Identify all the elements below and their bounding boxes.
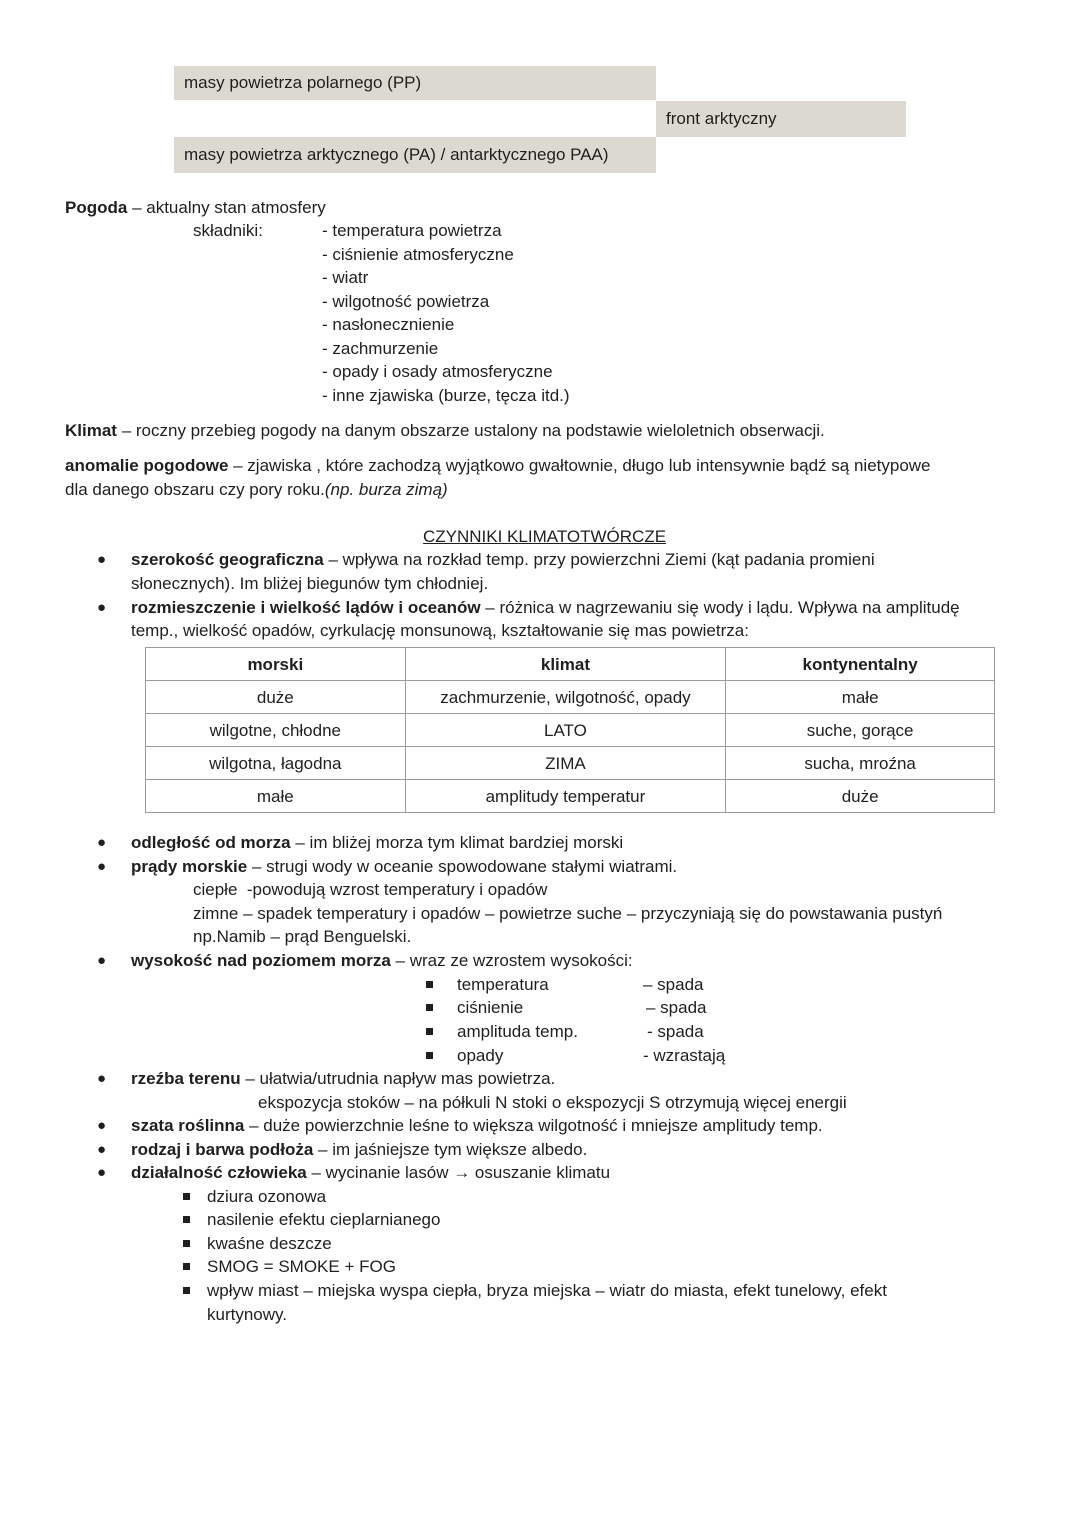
altitude-term: wysokość nad poziomem morza: [131, 951, 391, 970]
bullet-icon: ●: [97, 1141, 107, 1158]
altitude-item-change: – spada: [643, 975, 704, 994]
table-row: [146, 747, 995, 780]
human-item: wpływ miast – miejska wyspa ciepła, bryza miejska – wiatr do miasta, efekt tunelowy, efekt: [207, 1281, 887, 1300]
altitude-text: – wraz ze wzrostem wysokości:: [390, 951, 633, 970]
table-header: klimat: [405, 648, 726, 681]
human-term: działalność człowieka: [131, 1163, 307, 1182]
weather-component: - nasłonecznienie: [322, 315, 455, 334]
maritime-continental-table: [145, 647, 995, 813]
factor-latitude: [131, 548, 875, 571]
weather-definition: [65, 196, 326, 219]
human-item: nasilenie efektu cieplarnianego: [207, 1210, 441, 1229]
altitude-item-change: - spada: [647, 1022, 704, 1041]
weather-component: - inne zjawiska (burze, tęcza itd.): [322, 385, 570, 405]
weather-component: - temperatura powietrza: [322, 221, 502, 240]
arctic-front-label: front arktyczny: [666, 109, 777, 128]
bullet-icon: ●: [97, 599, 107, 616]
square-bullet-icon: [426, 1004, 433, 1011]
anomalies-example: (np. burza zimą): [324, 480, 448, 499]
climate-definition: [65, 419, 825, 442]
table-header: kontynentalny: [726, 648, 995, 681]
human-item: kwaśne deszcze: [207, 1234, 332, 1253]
weather-term: Pogoda: [65, 198, 128, 217]
table-cell: duże: [726, 780, 995, 813]
latitude-text: – wpływa na rozkład temp. przy powierzchni Ziemi (kąt padania promieni: [323, 550, 875, 569]
weather-component: - wiatr: [322, 268, 369, 287]
bullet-icon: ●: [97, 858, 107, 875]
anomalies-definition-line1: – zjawiska , które zachodzą wyjątkowo gwałtownie, długo lub intensywnie bądź są nietypowe: [228, 456, 931, 475]
climate-definition-text: – roczny przebieg pogody na danym obszarze ustalony na podstawie wieloletnich obserwacji.: [116, 421, 825, 440]
table-cell: zachmurzenie, wilgotność, opady: [405, 681, 726, 714]
human-item: dziura ozonowa: [207, 1187, 327, 1206]
table-cell: wilgotna, łagodna: [146, 747, 406, 780]
weather-component: - ciśnienie atmosferyczne: [322, 244, 514, 264]
latitude-term: szerokość geograficzna: [131, 550, 324, 569]
square-bullet-icon: [183, 1216, 190, 1223]
weather-component: - zachmurzenie: [322, 338, 439, 358]
currents-text: – strugi wody w oceanie spowodowane stałymi wiatrami.: [247, 857, 678, 876]
human-item-cont: kurtynowy.: [207, 1305, 287, 1324]
table-cell: LATO: [405, 714, 726, 747]
square-bullet-icon: [183, 1263, 190, 1270]
table-cell: ZIMA: [405, 747, 726, 780]
arctic-air-mass-box: [174, 137, 656, 173]
square-bullet-icon: [426, 1052, 433, 1059]
anomalies-definition-line2: dla danego obszaru czy pory roku.: [65, 480, 325, 499]
human-text: – wycinanie lasów → osuszanie klimatu: [306, 1163, 611, 1182]
sea-distance-term: odległość od morza: [131, 833, 291, 852]
bullet-icon: ●: [97, 551, 107, 568]
factor-ground: [131, 1138, 587, 1161]
vegetation-text: – duże powierzchnie leśne to większa wilgotność i mniejsze amplitudy temp.: [244, 1116, 823, 1135]
ground-text: – im jaśniejsze tym większe albedo.: [313, 1140, 588, 1159]
land-ocean-term: rozmieszczenie i wielkość lądów i oceanów: [131, 598, 481, 617]
table-row: [146, 780, 995, 813]
currents-warm: ciepłe -powodują wzrost temperatury i opadów: [193, 880, 548, 899]
weather-component: - wilgotność powietrza: [322, 291, 490, 311]
table-cell: małe: [146, 780, 406, 813]
anomalies-term: anomalie pogodowe: [65, 456, 229, 475]
factor-relief: [131, 1067, 555, 1090]
arctic-air-mass-label: masy powietrza arktycznego (PA) / antarktycznego PAA): [184, 145, 609, 164]
square-bullet-icon: [183, 1193, 190, 1200]
square-bullet-icon: [426, 981, 433, 988]
weather-component: - opady i osady atmosferyczne: [322, 362, 553, 381]
altitude-item-name: opady: [457, 1046, 504, 1065]
square-bullet-icon: [183, 1287, 190, 1294]
factor-human: [131, 1161, 610, 1184]
climate-term: Klimat: [65, 421, 117, 440]
bullet-icon: ●: [97, 1117, 107, 1134]
relief-text: – ułatwia/utrudnia napływ mas powietrza.: [240, 1069, 556, 1088]
altitude-item-change: – spada: [646, 998, 707, 1017]
land-ocean-text: – różnica w nagrzewaniu się wody i lądu. Wpływa na amplitudę: [480, 598, 960, 617]
polar-air-mass-box: [174, 66, 656, 100]
table-cell: wilgotne, chłodne: [146, 714, 406, 747]
table-cell: duże: [146, 681, 406, 714]
relief-exposure: ekspozycja stoków – na półkuli N stoki o ekspozycji S otrzymują więcej energii: [258, 1093, 847, 1112]
altitude-item-name: amplituda temp.: [457, 1022, 578, 1041]
currents-cold: zimne – spadek temperatury i opadów – powietrze suche – przyczyniają się do powstawania pustyń: [193, 904, 943, 923]
human-item: SMOG = SMOKE + FOG: [207, 1257, 396, 1276]
table-cell: sucha, mroźna: [726, 747, 995, 780]
table-header-row: [146, 648, 995, 681]
table-header: morski: [146, 648, 406, 681]
sea-distance-text: – im bliżej morza tym klimat bardziej morski: [290, 833, 624, 852]
anomalies-definition-cont: [65, 478, 448, 501]
square-bullet-icon: [426, 1028, 433, 1035]
bullet-icon: ●: [97, 834, 107, 851]
square-bullet-icon: [183, 1240, 190, 1247]
land-ocean-text-cont: temp., wielkość opadów, cyrkulację monsunową, kształtowanie się mas powietrza:: [131, 621, 749, 640]
bullet-icon: ●: [97, 1070, 107, 1087]
polar-air-mass-label: masy powietrza polarnego (PP): [184, 73, 422, 92]
altitude-item-name: temperatura: [457, 975, 549, 994]
ground-term: rodzaj i barwa podłoża: [131, 1140, 314, 1159]
currents-term: prądy morskie: [131, 857, 248, 876]
factor-currents: [131, 855, 677, 878]
currents-example: np.Namib – prąd Benguelski.: [193, 927, 412, 946]
factor-sea-distance: [131, 831, 623, 854]
bullet-icon: ●: [97, 952, 107, 969]
bullet-icon: ●: [97, 1164, 107, 1181]
factor-vegetation: [131, 1114, 823, 1137]
table-cell: małe: [726, 681, 995, 714]
table-cell: suche, gorące: [726, 714, 995, 747]
altitude-item-change: - wzrastają: [643, 1046, 726, 1065]
vegetation-term: szata roślinna: [131, 1116, 245, 1135]
table-row: [146, 681, 995, 714]
latitude-text-cont: słonecznych). Im bliżej biegunów tym chłodniej.: [131, 574, 489, 593]
factor-land-ocean: [131, 596, 960, 619]
factor-altitude: [131, 949, 633, 972]
altitude-item-name: ciśnienie: [457, 998, 524, 1017]
table-row: [146, 714, 995, 747]
relief-term: rzeźba terenu: [131, 1069, 241, 1088]
weather-definition-text: – aktualny stan atmosfery: [127, 198, 326, 217]
anomalies-definition: [65, 454, 931, 477]
weather-components-list: [322, 219, 570, 407]
weather-components-label: składniki:: [193, 221, 263, 240]
arctic-front-box: [656, 101, 906, 137]
table-cell: amplitudy temperatur: [405, 780, 726, 813]
factors-heading: CZYNNIKI KLIMATOTWÓRCZE: [423, 527, 667, 546]
